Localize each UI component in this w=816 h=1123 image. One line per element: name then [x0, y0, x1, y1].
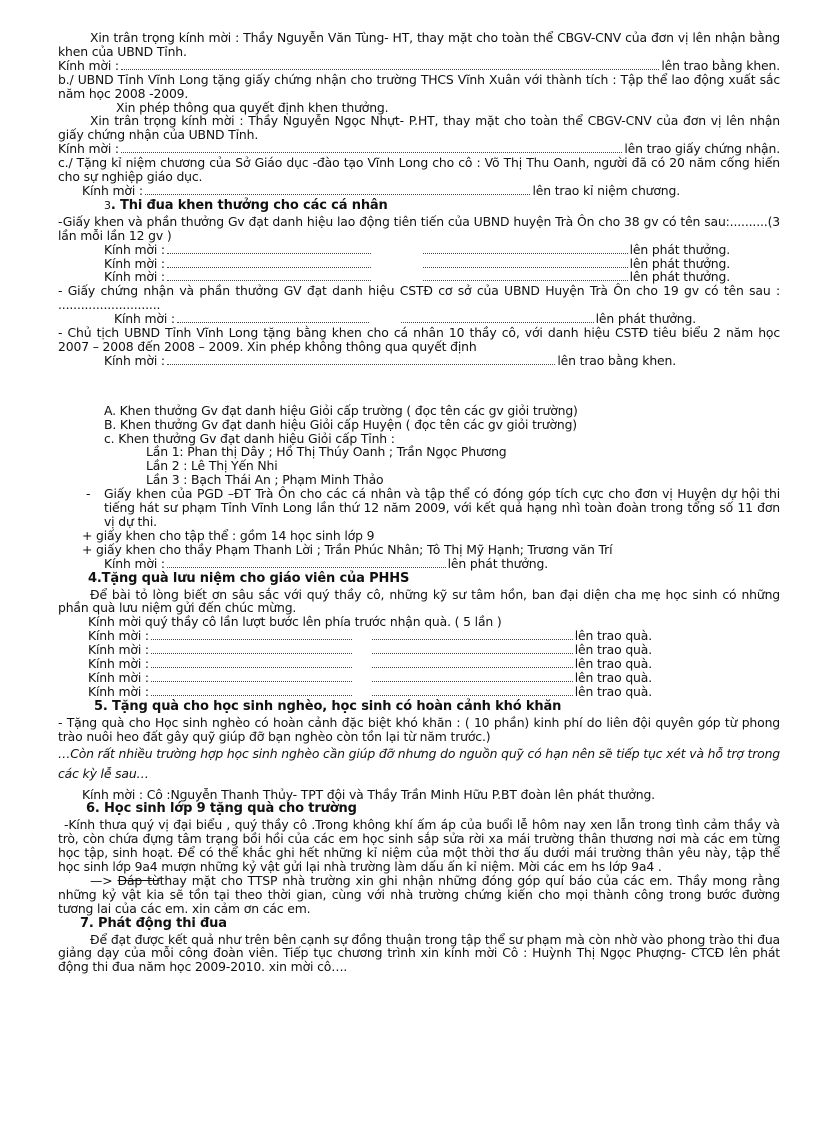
spacer — [58, 368, 780, 404]
section-heading-7: 7. Phát động thi đua — [80, 915, 227, 931]
dash-marker: - — [86, 486, 91, 502]
invite-row — [58, 184, 780, 198]
section-title: . Thi đua khen thưởng cho các cá nhân — [110, 197, 388, 213]
section-heading-4: 4.Tặng quà lưu niệm cho giáo viên của PHHS — [88, 570, 410, 586]
invite-action: lên phát thưởng. — [629, 255, 731, 271]
fill-in-line — [151, 644, 352, 654]
invite-action: lên phát thưởng. — [447, 555, 548, 571]
fill-in-line — [372, 672, 573, 682]
invite-row — [58, 657, 780, 671]
invite-row — [58, 354, 780, 368]
invite-label: Kính mời : — [58, 141, 119, 157]
fill-in-line — [145, 185, 531, 195]
invite-row — [58, 257, 780, 271]
section-heading-5: 5. Tặng quà cho học sinh nghèo, học sinh có hoàn cảnh khó khăn — [94, 698, 562, 714]
invite-row — [58, 557, 780, 571]
section-heading-3 — [58, 199, 780, 213]
paragraph-gratitude: Để bài tỏ lòng biết ơn sâu sắc với quý thầy cô, những kỹ sư tâm hồn, ban đại diện cha mẹ học sinh có những phần quà lưu niệm gửi đến chúc mừng. — [58, 586, 780, 616]
list-item-lan2: Lần 2 : Lê Thị Yến Nhi — [146, 458, 278, 474]
arrow-icon: —> — [90, 872, 118, 888]
paragraph-advanced-workers: -Giấy khen và phần thưởng Gv đạt danh hiệu lao động tiên tiến của UBND huyện Trà Ôn cho 38 gv có tên sau:..........(3 lần mỗi lần 12 gv ) — [58, 213, 780, 243]
invite-action: lên trao quà. — [574, 628, 652, 644]
invite-label: Kính mời : — [82, 182, 143, 198]
invite-label: Kính mời : — [88, 628, 149, 644]
fill-in-line — [167, 258, 371, 268]
list-item-lan3: Lần 3 : Bạch Thái An ; Phạm Minh Thảo — [146, 472, 384, 488]
invite-label: Kính mời : — [58, 57, 119, 73]
paragraph-item-c: c./ Tặng kỉ niệm chương của Sở Giáo dục -đào tạo Vĩnh Long cho cô : Võ Thị Thu Oanh, người đã có 20 năm cống hiến cho sự nghiệp giáo dục. — [58, 155, 780, 185]
invite-row — [58, 142, 780, 156]
fill-in-line — [151, 686, 352, 696]
invite-label: Kính mời : — [88, 642, 149, 658]
paragraph-pgd — [58, 487, 780, 529]
paragraph-pgd-text: Giấy khen của PGD –ĐT Trà Ôn cho các cá nhân và tập thể có đóng góp tích cực cho đơn vị Huyện dự hội thi tiếng hát sư phạm Tỉnh Vĩnh Long lần thứ 12 năm 2009, với kết quả hạng nhì toàn đoàn trong tổng số 11 đơn vị dự thi. — [104, 486, 780, 529]
paragraph-emulation: Để đạt được kết quả như trên bên cạnh sự đồng thuận trong tập thể sư phạm mà còn nhờ vào phong trào thi đua giảng dạy của mỗi công đoàn viên. Tiếp tục chương trình xin kính mời Cô : Huỳnh Thị Ngọc Phượng- CTCĐ lên phát động thi đua năm học 2009-2010. xin mời cô…. — [58, 931, 780, 975]
fill-in-line — [423, 258, 627, 268]
invite-action: lên phát thưởng. — [629, 241, 731, 257]
invite-row — [58, 59, 780, 73]
invite-action: lên trao quà. — [574, 683, 652, 699]
invite-action: lên phát thưởng. — [629, 269, 731, 285]
fill-in-line — [423, 271, 627, 281]
fill-in-line — [151, 658, 352, 668]
section-number: 3 — [104, 198, 111, 212]
paragraph-note: …Còn rất nhiều trường hợp học sinh nghèo cần giúp đỡ nhưng do nguồn quỹ có hạn nên sẽ tiếp tục xét và hỗ trợ trong các kỳ lễ sau… — [58, 745, 780, 781]
paragraph-reply — [58, 874, 780, 916]
paragraph-invite-principal: Xin trân trọng kính mời : Thầy Nguyễn Văn Tùng- HT, thay mặt cho toàn thể CBGV-CNV của đơn vị lên nhận bằng khen của UBND Tỉnh. — [58, 30, 780, 59]
invite-action: lên trao giấy chứng nhận. — [624, 141, 780, 157]
paragraph-invite-vice-principal: Xin trân trọng kính mời : Thầy Nguyễn Ngọc Nhựt- P.HT, thay mặt cho toàn thể CBGV-CNV của đơn vị lên nhận giấy chứng nhận của UBND Tỉnh. — [58, 113, 780, 143]
list-item-c: c. Khen thưởng Gv đạt danh hiệu Giỏi cấp Tỉnh : — [104, 430, 395, 446]
invite-row — [58, 685, 780, 699]
invite-action: lên trao kỉ niệm chương. — [532, 182, 680, 198]
fill-in-line — [423, 244, 627, 254]
invite-label: Kính mời : — [88, 669, 149, 685]
invite-label: Kính mời : — [88, 683, 149, 699]
paragraph-item-b: b./ UBND Tỉnh Vĩnh Long tặng giấy chứng nhận cho trường THCS Vĩnh Xuân với thành tích : Tập thể lao động xuất sắc năm học 2008 -2009. — [58, 71, 780, 101]
invite-label: Kính mời : — [104, 269, 165, 285]
fill-in-line — [151, 672, 352, 682]
invite-action: lên trao quà. — [574, 669, 652, 685]
paragraph-invite-tpt: Kính mời : Cô :Nguyễn Thanh Thủy- TPT đội và Thầy Trần Minh Hữu P.BT đoàn lên phát thưởng. — [82, 786, 655, 802]
list-item-a: A. Khen thưởng Gv đạt danh hiệu Giỏi cấp trường ( đọc tên các gv giỏi trường) — [104, 402, 578, 418]
list-item-b: B. Khen thưởng Gv đạt danh hiệu Giỏi cấp Huyện ( đọc tên các gv giỏi trường) — [104, 416, 577, 432]
paragraph-invite-teachers: Kính mời quý thầy cô lần lượt bước lên phía trước nhận quà. ( 5 lần ) — [88, 614, 502, 630]
fill-in-line — [167, 355, 555, 365]
list-item-lan1: Lần 1: Phan thị Dây ; Hồ Thị Thúy Oanh ; Trần Ngọc Phương — [146, 444, 507, 460]
invite-label: Kính mời : — [104, 555, 165, 571]
invite-label: Kính mời : — [88, 656, 149, 672]
fill-in-line — [401, 313, 593, 323]
paragraph-permission: Xin phép thông qua quyết định khen thưởng. — [116, 99, 389, 115]
fill-in-line — [372, 686, 573, 696]
invite-row — [58, 671, 780, 685]
invite-action: lên trao quà. — [574, 642, 652, 658]
invite-row — [58, 629, 780, 643]
invite-row — [58, 643, 780, 657]
invite-action: lên trao bằng khen. — [661, 57, 780, 73]
fill-in-line — [167, 271, 371, 281]
fill-in-line — [167, 244, 371, 254]
fill-in-line — [151, 630, 352, 640]
reply-text: thay mặt cho TTSP nhà trường xin ghi nhận những đóng góp quí báo của các em. Thầy mong rằng những kỷ vật kia sẽ tồn tại theo thời gian, cùng với nhà trường chứng kiến cho mọi thành công trong bước đường tương lai của các em. xin cảm ơn các em. — [58, 872, 780, 916]
document-page — [58, 31, 780, 974]
fill-in-line — [372, 630, 573, 640]
fill-in-line — [177, 313, 369, 323]
fill-in-line — [167, 558, 446, 568]
invite-label: Kính mời : — [104, 255, 165, 271]
paragraph-chairman: - Chủ tịch UBND Tỉnh Vĩnh Long tặng bằng khen cho cá nhân 10 thầy cô, với danh hiệu CSTĐ tiêu biểu 2 năm học 2007 – 2008 đến 2008 – 2009. Xin phép không thông qua quyết định — [58, 325, 780, 354]
invite-row — [58, 312, 780, 326]
fill-in-line — [372, 658, 573, 668]
fill-in-line — [121, 60, 659, 70]
invite-label: Kính mời : — [104, 352, 165, 368]
invite-label: Kính mời : — [114, 311, 175, 327]
invite-row — [58, 270, 780, 284]
fill-in-line — [372, 644, 573, 654]
struck-text: Đáp từ — [117, 872, 160, 888]
list-item-plus1: + giấy khen cho tập thể : gồm 14 học sinh lớp 9 — [82, 527, 375, 543]
invite-row — [58, 243, 780, 257]
paragraph-cstd: - Giấy chứng nhận và phần thưởng GV đạt danh hiệu CSTĐ cơ sở của UBND Huyện Trà Ôn cho 19 gv có tên sau : ........................... — [58, 283, 780, 313]
fill-in-line — [121, 143, 622, 153]
invite-action: lên phát thưởng. — [595, 311, 697, 327]
section-heading-6: 6. Học sinh lớp 9 tặng quà cho trường — [86, 801, 357, 817]
paragraph-poor-students: - Tặng quà cho Học sinh nghèo có hoàn cảnh đặc biệt khó khăn : ( 10 phần) kinh phí do liên đội quyên góp từ phong trào nuôi heo đất gây quỹ giúp đỡ bạn nghèo còn tồn lại từ năm trước.) — [58, 714, 780, 744]
list-item-plus2: + giấy khen cho thầy Phạm Thanh Lời ; Trần Phúc Nhân; Tô Thị Mỹ Hạnh; Trương văn Trí — [82, 541, 613, 557]
invite-action: lên trao quà. — [574, 656, 652, 672]
invite-action: lên trao bằng khen. — [557, 352, 676, 368]
paragraph-class9-gift: -Kính thưa quý vị đại biểu , quý thầy cô .Trong không khí ấm áp của buổi lễ hôm nay xen lẫn trong tình cảm thầy và trò, còn chứa đựng tâm trạng bồi hồi của các em học sinh sắp sửa rời xa mái trường thân thương nơi mà các em từng học tập, sinh hoạt. Để có thể khắc ghi hết những kỉ niệm của một thời thơ ấu dưới mái trường thân yêu này, tập thể học sinh lớp 9a4 mượn những kỷ vật gửi lại nhà trường làm dấu ấn kỉ niệm. Mời các em hs lớp 9a4 . — [58, 817, 780, 875]
invite-label: Kính mời : — [104, 241, 165, 257]
